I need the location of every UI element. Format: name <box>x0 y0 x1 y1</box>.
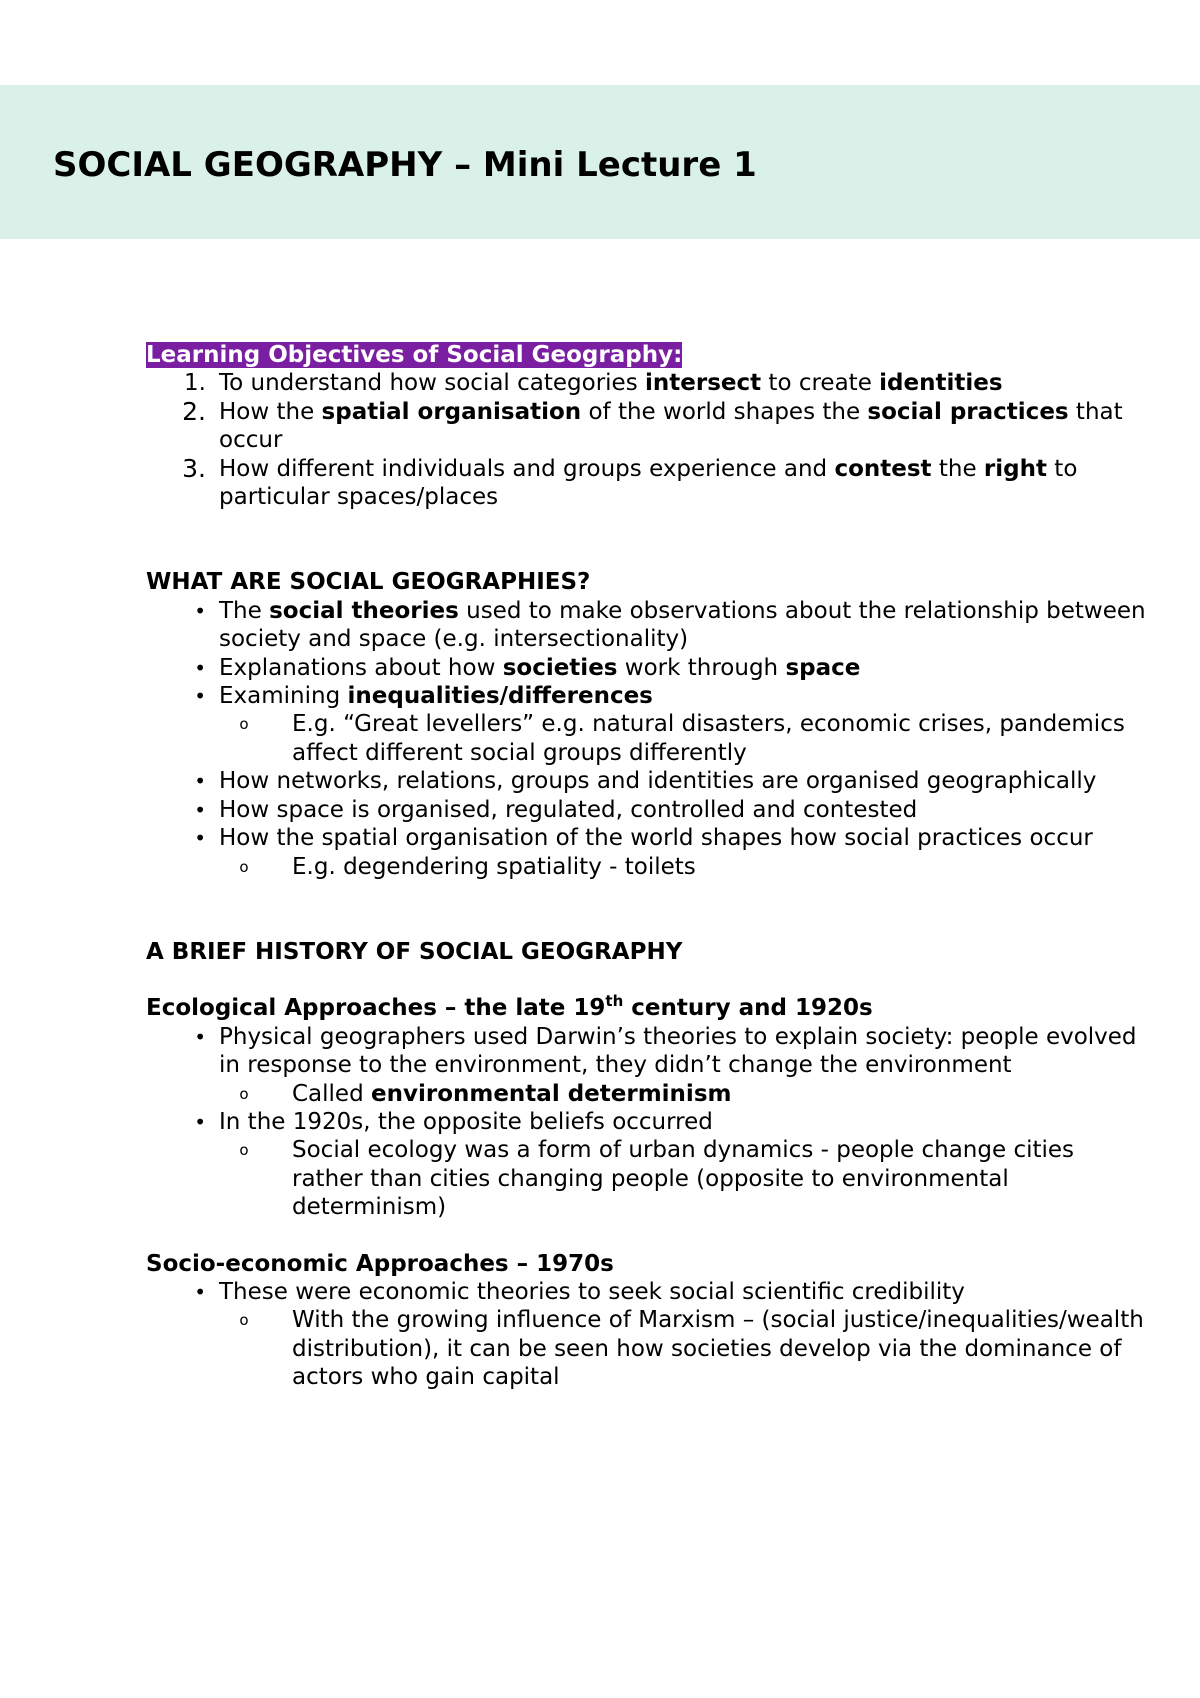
objective-item: 3. How different individuals and groups experience and contest the right to particular spaces/places <box>146 455 1146 512</box>
bullet: • <box>194 1024 206 1049</box>
section-heading: WHAT ARE SOCIAL GEOGRAPHIES? <box>146 569 591 596</box>
sub-list-item: o With the growing influence of Marxism – (social justice/inequalities/wealth distribution), it can be seen how societies develop via the dominance of actors who gain capital <box>146 1306 1146 1391</box>
bullet: • <box>194 655 206 680</box>
list-item: • The social theories used to make observations about the relationship between society and space (e.g. intersectionality) <box>146 597 1146 654</box>
sub-bullet: o <box>239 857 249 876</box>
objective-item: 1. To understand how social categories intersect to create identities <box>146 369 1146 397</box>
list-item: • These were economic theories to seek social scientific credibility <box>146 1278 1146 1306</box>
subsection-heading: Socio-economic Approaches – 1970s <box>146 1250 614 1277</box>
document-body <box>146 341 1146 1392</box>
list-item: • Physical geographers used Darwin’s theories to explain society: people evolved in response to the environment, they didn’t change the environment <box>146 1023 1146 1080</box>
sub-list-item: o Social ecology was a form of urban dynamics - people change cities rather than cities changing people (opposite to environmental determinism) <box>146 1136 1146 1221</box>
sub-bullet: o <box>239 1141 249 1160</box>
sub-list-item: o Called environmental determinism <box>146 1080 1146 1108</box>
list-item: • In the 1920s, the opposite beliefs occurred <box>146 1108 1146 1136</box>
bullet: • <box>194 598 206 623</box>
list-number: 2. <box>182 396 206 426</box>
page-title: SOCIAL GEOGRAPHY – Mini Lecture 1 <box>53 145 757 185</box>
sub-bullet: o <box>239 1311 249 1330</box>
list-number: 3. <box>182 453 206 483</box>
sub-bullet: o <box>239 715 249 734</box>
subsection-heading: Ecological Approaches – the late 19th century and 1920s <box>146 992 873 1022</box>
bullet: • <box>194 797 206 822</box>
list-number: 1. <box>184 370 206 397</box>
list-item: • How the spatial organisation of the world shapes how social practices occur <box>146 824 1146 852</box>
sub-list-item: o E.g. “Great levellers” e.g. natural disasters, economic crises, pandemics affect different social groups differently <box>146 710 1146 767</box>
bullet: • <box>194 769 206 794</box>
objectives-heading: Learning Objectives of Social Geography: <box>146 342 683 368</box>
bullet: • <box>194 1109 206 1134</box>
sub-bullet: o <box>239 1084 249 1103</box>
list-item: • Examining inequalities/differences <box>146 682 1146 710</box>
section-heading: A BRIEF HISTORY OF SOCIAL GEOGRAPHY <box>146 938 683 965</box>
list-item: • Explanations about how societies work through space <box>146 654 1146 682</box>
objective-item: 2. How the spatial organisation of the world shapes the social practices that occur <box>146 398 1146 455</box>
bullet: • <box>194 684 206 709</box>
bullet: • <box>194 1279 206 1304</box>
sub-list-item: o E.g. degendering spatiality - toilets <box>146 853 1146 881</box>
list-item: • How networks, relations, groups and identities are organised geographically <box>146 767 1146 795</box>
bullet: • <box>194 826 206 851</box>
list-item: • How space is organised, regulated, controlled and contested <box>146 796 1146 824</box>
